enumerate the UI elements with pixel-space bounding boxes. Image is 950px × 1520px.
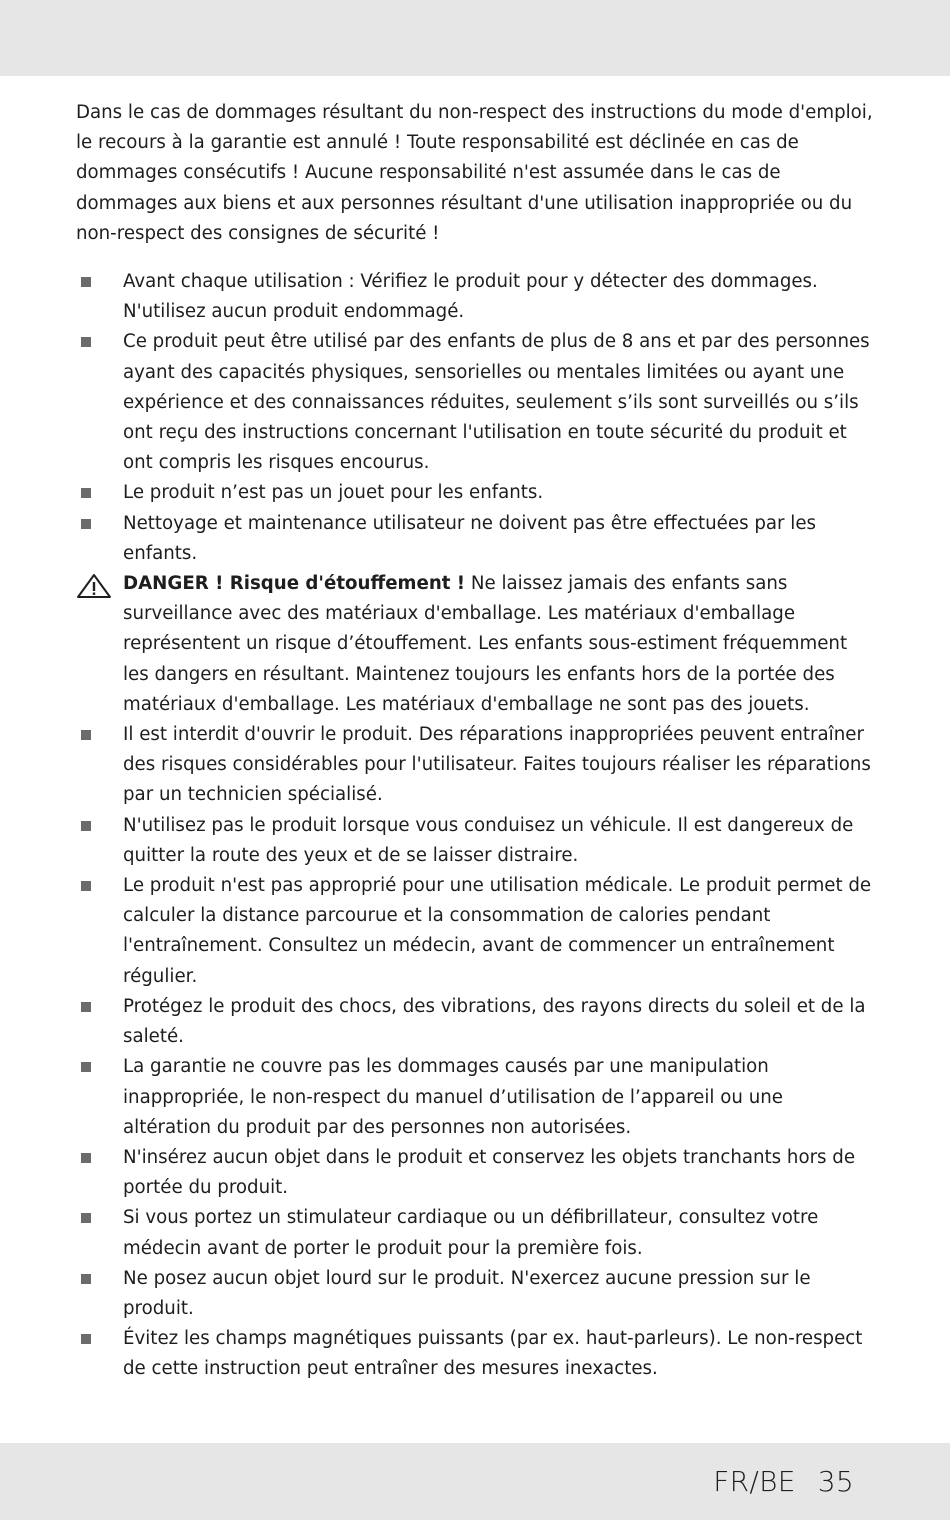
list-item bbox=[76, 1264, 876, 1324]
list-item bbox=[76, 327, 876, 478]
list-item bbox=[76, 720, 876, 811]
list-item-text: Nettoyage et maintenance utilisateur ne doivent pas être effectuées par les enfants. bbox=[123, 512, 816, 564]
list-item-text: Ne posez aucun objet lourd sur le produit. N'exercez aucune pression sur le produit. bbox=[123, 1267, 811, 1319]
square-bullet-icon bbox=[81, 1274, 91, 1284]
list-item-text: Le produit n’est pas un jouet pour les enfants. bbox=[123, 482, 544, 504]
list-item-text: N'insérez aucun objet dans le produit et conservez les objets tranchants hors de portée du produit. bbox=[123, 1146, 856, 1199]
list-item bbox=[76, 992, 876, 1052]
square-bullet-icon bbox=[81, 1062, 91, 1072]
list-item-text: Protégez le produit des chocs, des vibrations, des rayons directs du soleil et de la saleté. bbox=[123, 995, 866, 1048]
warning-triangle-icon bbox=[76, 573, 112, 599]
square-bullet-icon bbox=[81, 1153, 91, 1163]
safety-list bbox=[76, 267, 876, 1385]
list-item bbox=[76, 509, 876, 569]
square-bullet-icon bbox=[81, 1002, 91, 1012]
square-bullet-icon bbox=[81, 730, 91, 740]
list-item bbox=[76, 1203, 876, 1263]
square-bullet-icon bbox=[81, 488, 91, 498]
square-bullet-icon bbox=[81, 337, 91, 347]
list-item bbox=[76, 1052, 876, 1143]
list-item-text: Si vous portez un stimulateur cardiaque ou un défibrillateur, consultez votre médecin avant de porter le produit pour la première fois. bbox=[123, 1207, 819, 1259]
danger-heading: DANGER ! Risque d'étouffement ! bbox=[123, 573, 466, 595]
list-item-text: Avant chaque utilisation : Vérifiez le produit pour y détecter des dommages. N'utilisez aucun produit endommagé. bbox=[123, 271, 818, 323]
list-item-text: Il est interdit d'ouvrir le produit. Des réparations inappropriées peuvent entraîner des risques considérables pour l'utilisateur. Faites toujours réaliser les réparations par un technicien spécialisé. bbox=[123, 724, 871, 806]
list-item-text: La garantie ne couvre pas les dommages causés par une manipulation inappropriée, le non-respect du manuel d’utilisation de l’appareil ou une altération du produit par des personnes non autorisées. bbox=[123, 1056, 783, 1138]
danger-text: Ne laissez jamais des enfants sans surveillance avec des matériaux d'emballage. Les matériaux d'emballage représentent un risque d’étouffement. Les enfants sous-estiment fréquemment les dangers en résultant. Maintenez toujours les enfants hors de la portée des matériaux d'emballage. Les matériaux d'emballage ne sont pas des jouets. bbox=[123, 573, 848, 715]
safety-instructions bbox=[76, 98, 876, 1385]
list-item bbox=[76, 1143, 876, 1203]
square-bullet-icon bbox=[81, 519, 91, 529]
list-item-text: Évitez les champs magnétiques puissants (par ex. haut-parleurs). Le non-respect de cette instruction peut entraîner des mesures inexactes. bbox=[123, 1328, 863, 1380]
page-footer bbox=[713, 1465, 854, 1498]
list-item-text: N'utilisez pas le produit lorsque vous conduisez un véhicule. Il est dangereux de quitter la route des yeux et de se laisser distraire. bbox=[123, 814, 854, 866]
square-bullet-icon bbox=[81, 1334, 91, 1344]
list-item-text: Ce produit peut être utilisé par des enfants de plus de 8 ans et par des personnes ayant des capacités physiques, sensorielles ou mentales limitées ou ayant une expérience et des connaissances réduites, seulement s’ils sont surveillés ou s’ils ont reçu des instructions concernant l'utilisation en toute sécurité du produit et ont compris les risques encourus. bbox=[123, 331, 870, 474]
square-bullet-icon bbox=[81, 821, 91, 831]
intro-paragraph: Dans le cas de dommages résultant du non-respect des instructions du mode d'emploi, le recours à la garantie est annulé ! Toute responsabilité est déclinée en cas de dommages consécutifs ! Aucune responsabilité n'est assumée dans le cas de dommages aux biens et aux personnes résultant d'une utilisation inappropriée ou du non-respect des consignes de sécurité ! bbox=[76, 102, 873, 244]
danger-warning bbox=[76, 569, 876, 720]
list-item bbox=[76, 1324, 876, 1384]
list-item bbox=[76, 871, 876, 992]
region-code: FR/BE bbox=[713, 1465, 796, 1498]
header-band bbox=[0, 0, 950, 76]
square-bullet-icon bbox=[81, 1213, 91, 1223]
list-item bbox=[76, 267, 876, 327]
list-item-text: Le produit n'est pas approprié pour une utilisation médicale. Le produit permet de calculer la distance parcourue et la consommation de calories pendant l'entraînement. Consultez un médecin, avant de commencer un entraînement régulier. bbox=[123, 875, 872, 987]
page-number: 35 bbox=[817, 1465, 854, 1498]
list-item bbox=[76, 811, 876, 871]
square-bullet-icon bbox=[81, 881, 91, 891]
square-bullet-icon bbox=[81, 277, 91, 287]
list-item bbox=[76, 478, 876, 508]
